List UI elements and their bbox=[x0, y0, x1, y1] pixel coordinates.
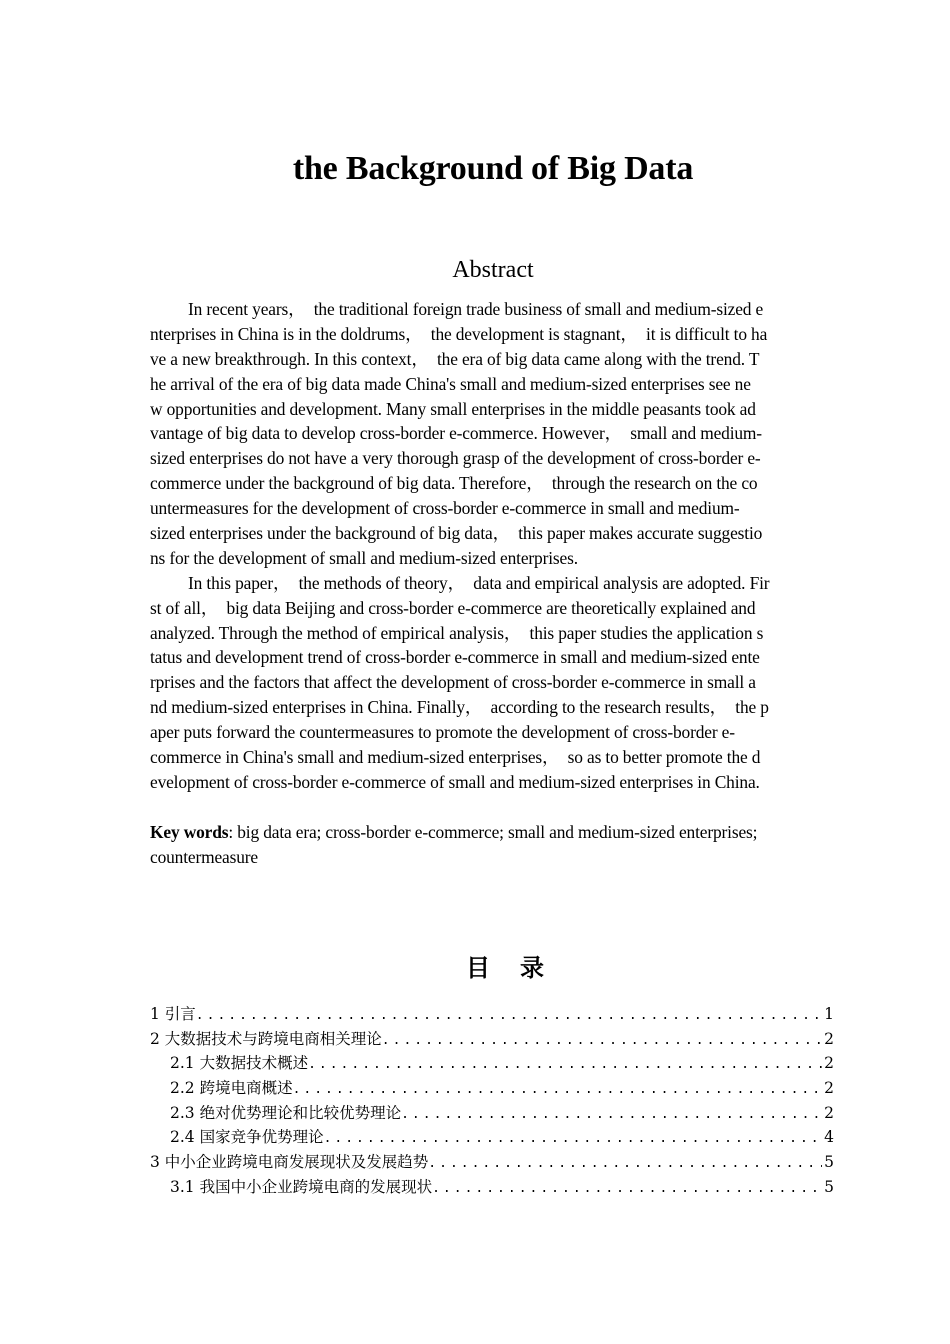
toc-entry-label: 2.2 跨境电商概述 bbox=[170, 1079, 293, 1098]
toc-entry-page: 2 bbox=[824, 1029, 834, 1048]
abstract-line: w opportunities and development. Many small enterprises in the middle peasants took ad bbox=[150, 398, 756, 419]
toc-entry[interactable] bbox=[150, 1051, 834, 1076]
abstract-line: commerce under the background of big data. Therefore， through the research on the co bbox=[150, 473, 758, 494]
document-title: the Background of Big Data bbox=[292, 150, 694, 187]
toc-entry[interactable] bbox=[150, 1175, 834, 1200]
toc-entry-label: 2.3 绝对优势理论和比较优势理论 bbox=[170, 1103, 402, 1122]
toc-dot-leader bbox=[401, 1103, 822, 1126]
toc-entry[interactable] bbox=[150, 1027, 834, 1052]
abstract-line: commerce in China's small and medium-sized enterprises， so as to better promote the d bbox=[150, 747, 761, 768]
abstract-paragraph-2 bbox=[150, 571, 840, 795]
toc-heading: 目录 bbox=[466, 954, 574, 982]
abstract-line: ve a new breakthrough. In this context， the era of big data came along with the trend. T bbox=[150, 348, 760, 369]
abstract-body bbox=[150, 297, 840, 795]
abstract-line: evelopment of cross-border e-commerce of small and medium-sized enterprises in China. bbox=[150, 771, 760, 792]
toc-entry-label: 3.1 我国中小企业跨境电商的发展现状 bbox=[170, 1177, 433, 1196]
toc-entry[interactable] bbox=[150, 1150, 834, 1175]
abstract-line: aper puts forward the countermeasures to promote the development of cross-border e- bbox=[150, 722, 735, 743]
abstract-line: In this paper， the methods of theory， data and empirical analysis are adopted. Fir bbox=[188, 572, 770, 593]
toc-entry-label: 1 引言 bbox=[150, 1005, 196, 1023]
table-of-contents bbox=[150, 1002, 834, 1200]
abstract-line: rprises and the factors that affect the development of cross-border e-commerce in small a bbox=[150, 672, 756, 693]
toc-entry-label: 2.1 大数据技术概述 bbox=[170, 1054, 309, 1073]
toc-entry-page: 5 bbox=[824, 1153, 834, 1172]
toc-dot-leader bbox=[382, 1029, 822, 1052]
keywords-label: Key words bbox=[150, 822, 229, 842]
toc-dot-leader bbox=[428, 1152, 822, 1175]
toc-dot-leader bbox=[293, 1078, 823, 1101]
toc-entry-page: 1 bbox=[824, 1005, 834, 1023]
toc-entry-page: 2 bbox=[824, 1079, 834, 1098]
abstract-line: tatus and development trend of cross-border e-commerce in small and medium-sized ente bbox=[150, 647, 760, 668]
toc-entry-page: 5 bbox=[824, 1177, 834, 1196]
abstract-line: ns for the development of small and medium-sized enterprises. bbox=[150, 547, 578, 568]
toc-entry[interactable] bbox=[150, 1002, 834, 1027]
toc-dot-leader bbox=[432, 1177, 822, 1200]
toc-entry-page: 2 bbox=[824, 1103, 834, 1122]
abstract-heading: Abstract bbox=[452, 257, 534, 283]
keywords-list: : big data era; cross-border e-commerce; small and medium-sized enterprises; bbox=[228, 822, 758, 842]
abstract-line: sized enterprises do not have a very thorough grasp of the development of cross-border e- bbox=[150, 448, 761, 469]
toc-entry-page: 4 bbox=[824, 1128, 834, 1147]
abstract-line: nterprises in China is in the doldrums， the development is stagnant， it is difficult to ha bbox=[150, 323, 768, 344]
toc-entry-label: 2 大数据技术与跨境电商相关理论 bbox=[150, 1029, 382, 1048]
abstract-line: vantage of big data to develop cross-border e-commerce. However， small and medium- bbox=[150, 423, 762, 444]
toc-dot-leader bbox=[196, 1004, 822, 1027]
abstract-line: sized enterprises under the background of big data， this paper makes accurate suggestio bbox=[150, 523, 763, 544]
abstract-paragraph-1 bbox=[150, 297, 840, 571]
toc-entry-page: 2 bbox=[824, 1054, 834, 1073]
abstract-line: analyzed. Through the method of empirical analysis， this paper studies the application s bbox=[150, 622, 764, 643]
abstract-line: untermeasures for the development of cross-border e-commerce in small and medium- bbox=[150, 498, 740, 519]
toc-entry-label: 2.4 国家竞争优势理论 bbox=[170, 1128, 324, 1147]
keywords bbox=[150, 820, 850, 870]
toc-entry-label: 3 中小企业跨境电商发展现状及发展趋势 bbox=[150, 1153, 429, 1172]
abstract-line: In recent years， the traditional foreign trade business of small and medium-sized e bbox=[188, 299, 764, 319]
toc-entry[interactable] bbox=[150, 1076, 834, 1101]
keywords-list-continued: countermeasure bbox=[150, 846, 258, 867]
abstract-line: nd medium-sized enterprises in China. Finally， according to the research results， the p bbox=[150, 697, 769, 718]
abstract-line: he arrival of the era of big data made China's small and medium-sized enterprises see ne bbox=[150, 373, 751, 394]
toc-dot-leader bbox=[308, 1053, 822, 1076]
toc-entry[interactable] bbox=[150, 1101, 834, 1126]
toc-dot-leader bbox=[324, 1127, 823, 1150]
abstract-line: st of all， big data Beijing and cross-border e-commerce are theoretically explained and bbox=[150, 597, 756, 618]
toc-entry[interactable] bbox=[150, 1125, 834, 1150]
